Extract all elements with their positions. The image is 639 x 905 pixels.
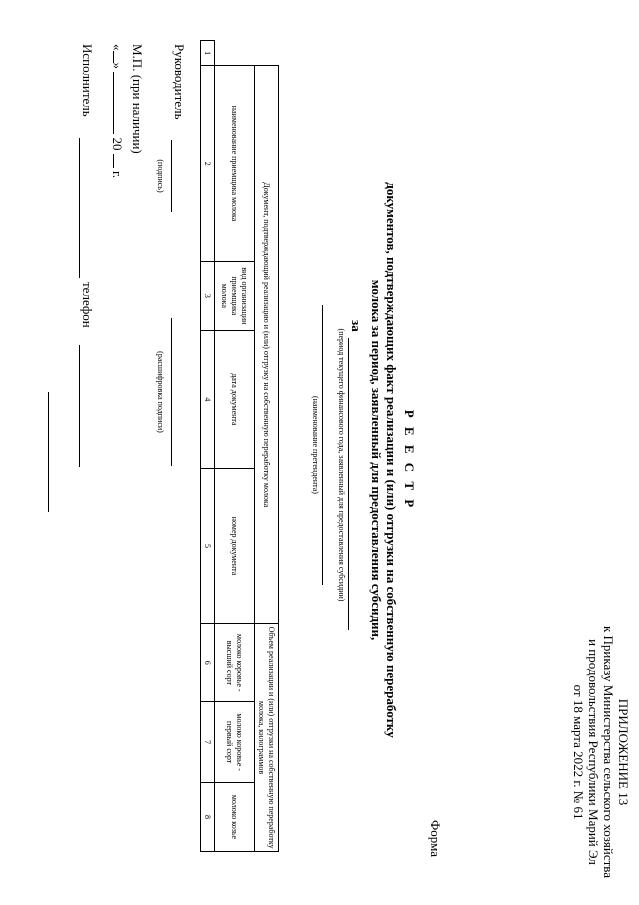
year-suffix: г. xyxy=(110,171,125,179)
date-line xyxy=(109,44,125,178)
col-header-doc-number: номер документа xyxy=(215,468,255,623)
signature-line xyxy=(171,140,172,212)
table-header-row xyxy=(215,41,255,852)
appendix-line: ПРИЛОЖЕНИЕ 13 xyxy=(616,698,631,806)
subtitle-line: молока за период, заявленный для предоставления субсидии, xyxy=(369,279,384,641)
appendix-line: к Приказу Министерства сельского хозяйства xyxy=(601,625,616,879)
col-header-doc-date: дата документа xyxy=(215,330,255,468)
decipher-line xyxy=(171,318,172,466)
phone-label: телефон xyxy=(80,282,95,328)
table-number-row xyxy=(201,41,215,852)
appendix-line: и продовольствия Республики Марий Эл xyxy=(586,639,601,865)
appendix-block xyxy=(571,622,631,882)
col-number: 5 xyxy=(201,468,215,623)
col-number: 7 xyxy=(201,702,215,783)
table-header-group-row xyxy=(255,41,279,852)
col-header-goat-milk: молоко козье xyxy=(215,782,255,851)
period-prefix: за xyxy=(349,320,364,332)
executor-line xyxy=(79,138,80,278)
applicant-caption: (наименование претендента) xyxy=(311,396,320,494)
date-quote-open: « xyxy=(110,44,125,51)
period-caption: (период текущего финансового года, заявленный для предоставления субсидии) xyxy=(337,328,346,602)
date-quote-close: » xyxy=(110,62,125,69)
col-number: 8 xyxy=(201,782,215,851)
phone-line xyxy=(79,345,80,467)
decipher-caption: (расшифровка подписи) xyxy=(156,351,165,433)
header-documents-group: Документ, подтверждающий реализацию и (или) отгрузку на собственную переработку молока xyxy=(255,66,279,624)
seal-label: М.П. (при наличии) xyxy=(130,44,145,154)
document-subtitle xyxy=(369,170,399,750)
registry-table xyxy=(200,40,279,852)
col-number: 2 xyxy=(201,66,215,262)
col-header-recipient-name: наименование приемщика молока xyxy=(215,66,255,262)
year-prefix: 20 xyxy=(110,137,125,151)
col-number: 1 xyxy=(201,41,215,66)
appendix-line: от 18 марта 2022 г. № 61 xyxy=(571,684,586,820)
executor-label: Исполнитель xyxy=(80,44,95,117)
subtitle-line: документов, подтверждающих факт реализации и (или) отгрузки на собственную переработку xyxy=(384,182,399,738)
header-empty-cell xyxy=(215,41,279,66)
col-header-cow-milk-premium: молоко коровье - высший сорт xyxy=(215,624,255,702)
signature-caption: (подпись) xyxy=(156,159,165,193)
col-number: 6 xyxy=(201,624,215,702)
applicant-line xyxy=(322,305,323,585)
col-number: 4 xyxy=(201,330,215,468)
header-volume-group: Объем реализации и (или) отгрузки на собственную переработку молока, килограммов xyxy=(255,624,279,852)
head-label: Руководитель xyxy=(172,44,187,120)
document-title: Р Е Е С Т Р xyxy=(402,409,417,511)
col-number: 3 xyxy=(201,261,215,330)
col-header-cow-milk-first: молоко коровье - первый сорт xyxy=(215,702,255,783)
form-label: Форма xyxy=(428,820,443,857)
col-header-recipient-type: вид организации приемщика молока xyxy=(215,261,255,330)
period-line xyxy=(348,338,349,630)
bottom-line xyxy=(48,392,49,512)
